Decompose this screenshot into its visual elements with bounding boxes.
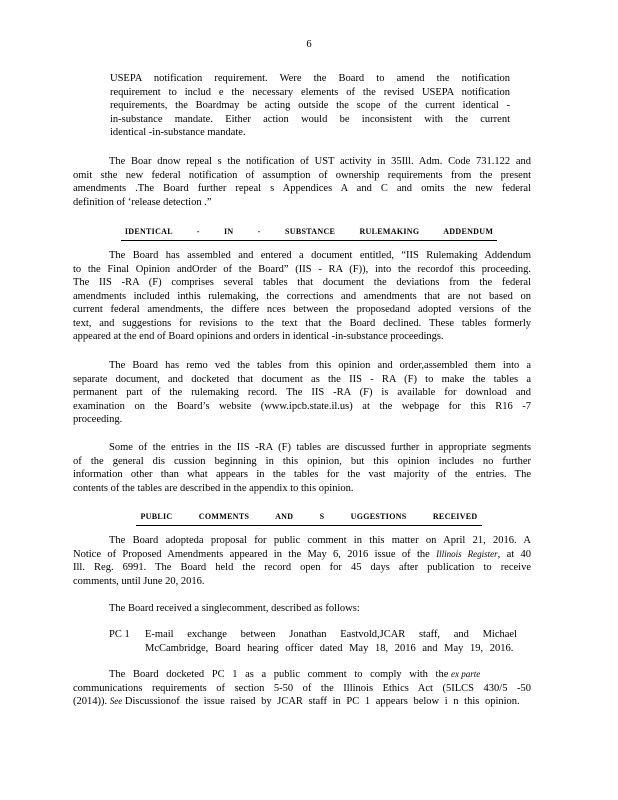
text-line: omit sthe new federal notification of assumption of ownership requirements from the present bbox=[73, 169, 531, 181]
text-line: communications requirements of section 5-50 of the Illinois Ethics Act (5ILCS 430/5 -50 bbox=[73, 682, 531, 694]
text-line: amendments .The Board further repeal s Appendices A and C and omits the new federal bbox=[73, 183, 531, 194]
paragraph-ex-parte bbox=[73, 668, 531, 709]
text-line: appeared at the end of Board opinions and orders in identical -in-substance proceedings. bbox=[73, 331, 444, 342]
comment-label: PC 1 bbox=[109, 629, 130, 640]
paragraph-tables-removed bbox=[73, 359, 531, 427]
paragraph-ust-repeal bbox=[73, 155, 531, 209]
text-line: text, and suggestions for revisions to the text that the Board declined. These tables formerly bbox=[73, 317, 531, 329]
section-heading-iis-addendum bbox=[0, 225, 618, 241]
text-line bbox=[73, 695, 531, 709]
paragraph-single-comment: The Board received a singlecomment, described as follows: bbox=[109, 603, 360, 614]
text-segment: The Board docketed PC 1 as a public comment to comply with the bbox=[109, 669, 449, 680]
text-line: permanent part of the rulemaking record. The IIS -RA (F) is available for download and bbox=[73, 387, 531, 398]
paragraph-table-entries bbox=[73, 441, 531, 495]
text-line: separate document, and docketed that document as the IIS - RA (F) to make the tables a bbox=[73, 373, 531, 385]
text-line: contents of the tables are described in the appendix to this opinion. bbox=[73, 482, 354, 494]
text-line: USEPA notification requirement. Were the Board to amend the notification bbox=[110, 73, 510, 84]
text-line: The Boar dnow repeal s the notification of UST activity in 35Ill. Adm. Code 731.122 and bbox=[109, 156, 531, 167]
text-line: requirement to includ e the necessary elements of the revised USEPA notification bbox=[110, 86, 510, 98]
text-line: amendments included inthis rulemaking, the corrections and amendments that are not based on bbox=[73, 290, 531, 302]
text-segment: Notice of Proposed Amendments appeared in the May 6, 2016 issue of the bbox=[73, 548, 430, 560]
text-line: proceeding. bbox=[73, 414, 123, 425]
section-heading-public-comments bbox=[0, 510, 618, 526]
text-line bbox=[73, 548, 531, 562]
text-line: comments, until June 20, 2016. bbox=[73, 575, 205, 587]
paragraph-proposal-adopted bbox=[73, 534, 531, 588]
text-line: The IIS -RA (F) comprises several tables that document the deviations from the federal bbox=[73, 277, 531, 288]
italic-publication-name: Illinois Register bbox=[436, 548, 498, 559]
text-line: requirements, the Boardmay be acting outside the scope of the current identical - bbox=[110, 100, 510, 111]
italic-ex-parte: ex parte bbox=[450, 669, 481, 679]
text-line: current federal amendments, the differe nces between the proposedand adopted versions of the bbox=[73, 304, 531, 315]
text-segment: (2014)). bbox=[73, 696, 108, 707]
text-line: information other than what appears in the tables for the vast majority of the entries. The bbox=[73, 469, 531, 480]
paragraph-usepa-notification bbox=[110, 72, 510, 140]
text-line bbox=[73, 668, 531, 682]
heading-text: IDENTICAL - IN - SUBSTANCE RULEMAKING ADDENDUM bbox=[121, 225, 497, 241]
comment-description-line2: McCambridge, Board hearing officer dated May 18, 2016 and May 19, 2016. bbox=[145, 643, 514, 654]
comment-description bbox=[145, 628, 517, 642]
text-line: identical -in-substance mandate. bbox=[110, 127, 246, 138]
text-line: The Board has remo ved the tables from this opinion and order,assembled them into a bbox=[109, 360, 531, 371]
page-number: 6 bbox=[306, 39, 312, 50]
text-line: in-substance mandate. Either action would be inconsistent with the current bbox=[110, 113, 510, 125]
text-line: Some of the entries in the IIS -RA (F) tables are discussed further in appropriate segments bbox=[109, 442, 531, 453]
text-segment: , at 40 bbox=[497, 548, 532, 560]
heading-text: PUBLIC COMMENTS AND S UGGESTIONS RECEIVED bbox=[136, 510, 481, 526]
text-line: E-mail exchange between Jonathan Eastvold,JCAR staff, and Michael bbox=[145, 629, 517, 640]
text-line: The Board adopteda proposal for public comment in this matter on April 21, 2016. A bbox=[109, 535, 531, 546]
text-line: examination on the Board’s website (www.ipcb.state.il.us) at the webpage for this R16 -7 bbox=[73, 400, 531, 412]
text-line: of the general dis cussion beginning in this opinion, but this opinion includes no further bbox=[73, 455, 531, 467]
italic-see: See bbox=[109, 696, 123, 706]
text-line: The Board has assembled and entered a document entitled, “IIS Rulemaking Addendum bbox=[109, 250, 531, 261]
text-line: to the Final Opinion andOrder of the Board” (IIS - RA (F)), into the recordof this proceeding. bbox=[73, 263, 531, 275]
text-line: Ill. Reg. 6991. The Board held the record open for 45 days after publication to receive bbox=[73, 562, 531, 573]
text-segment: Discussionof the issue raised by JCAR staff in PC 1 appears below i n this opinion. bbox=[124, 696, 520, 707]
text-line: definition of ‘release detection .” bbox=[73, 196, 212, 208]
paragraph-iis-rulemaking-addendum bbox=[73, 249, 531, 344]
